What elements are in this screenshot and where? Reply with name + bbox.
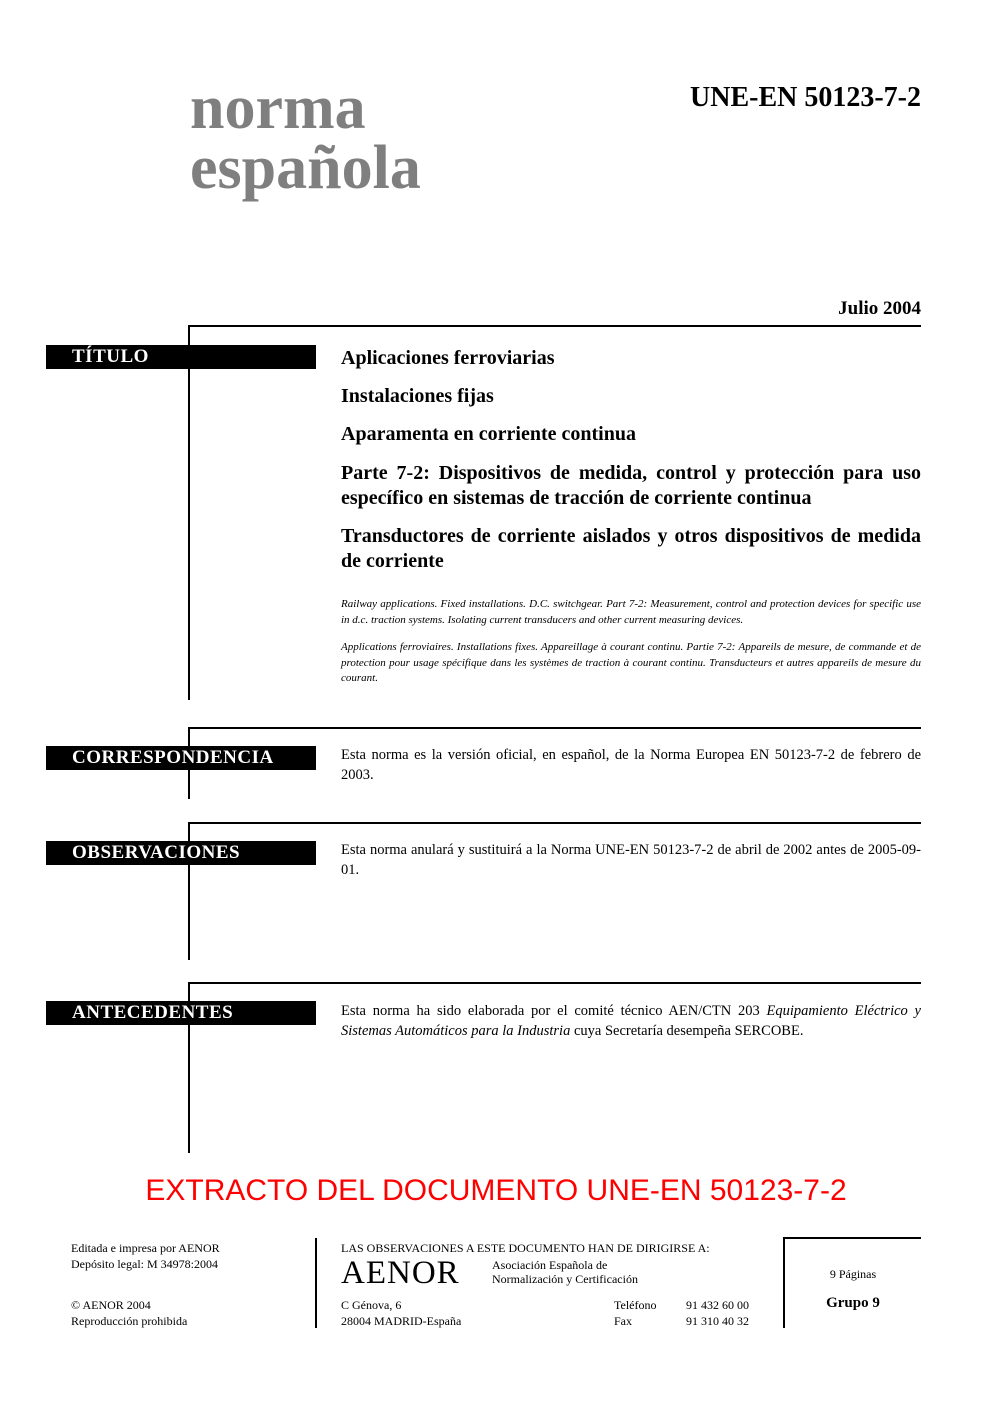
contact-labels: Teléfono Fax	[614, 1298, 657, 1328]
brand-title	[190, 74, 421, 202]
address: C Génova, 6 28004 MADRID-España	[341, 1298, 462, 1328]
extract-watermark: EXTRACTO DEL DOCUMENTO UNE-EN 50123-7-2	[145, 1174, 847, 1207]
title-line: Parte 7-2: Dispositivos de medida, control y protección para uso específico en sistemas de tracción de corriente continua	[341, 462, 921, 509]
copyright-info: © AENOR 2004 Reproducción prohibida	[71, 1298, 188, 1328]
title-line: Instalaciones fijas	[341, 385, 494, 407]
brand-line-2: española	[190, 134, 421, 202]
observaciones-text: Esta norma anulará y sustituirá a la Norma UNE-EN 50123-7-2 de abril de 2002 antes de 2005-09-01.	[341, 842, 921, 878]
divider	[783, 1237, 785, 1328]
publication-date: Julio 2004	[838, 298, 921, 319]
section-label-correspondencia: CORRESPONDENCIA	[46, 746, 316, 770]
association-name: Asociación Española de Normalización y Certificación	[492, 1258, 638, 1286]
english-title: Railway applications. Fixed installations. D.C. switchgear. Part 7-2: Measurement, control and protection devices for specific use in d.c. traction systems. Isolating current transducers and other current measuring devices.	[341, 598, 921, 626]
title-line: Aparamenta en corriente continua	[341, 423, 636, 445]
divider	[188, 325, 921, 327]
title-line: Aplicaciones ferroviarias	[341, 347, 555, 369]
observations-heading: LAS OBSERVACIONES A ESTE DOCUMENTO HAN DE DIRIGIRSE A:	[341, 1241, 710, 1255]
page-count: 9 Páginas	[829, 1267, 877, 1281]
divider	[188, 822, 921, 824]
standard-code: UNE-EN 50123-7-2	[690, 82, 921, 113]
brand-line-1: norma	[190, 74, 366, 142]
section-label-titulo: TÍTULO	[46, 345, 316, 369]
divider	[784, 1237, 921, 1239]
divider	[188, 982, 921, 984]
publisher-info: Editada e impresa por AENOR Depósito legal: M 34978:2004	[71, 1241, 220, 1271]
correspondencia-text: Esta norma es la versión oficial, en español, de la Norma Europea EN 50123-7-2 de febrero de 2003.	[341, 747, 921, 783]
antecedentes-text: Esta norma ha sido elaborada por el comité técnico AEN/CTN 203 Equipamiento Eléctrico y Sistemas Automáticos para la Industria cuya Secretaría desempeña SERCOBE.	[341, 1003, 921, 1039]
section-label-antecedentes: ANTECEDENTES	[46, 1001, 316, 1025]
price-group: Grupo 9	[826, 1295, 880, 1311]
title-line: Transductores de corriente aislados y otros dispositivos de medida de corriente	[341, 525, 921, 572]
divider	[188, 727, 921, 729]
section-label-observaciones: OBSERVACIONES	[46, 841, 316, 865]
divider	[315, 1238, 317, 1328]
divider	[188, 325, 190, 700]
french-title: Applications ferroviaires. Installations fixes. Appareillage à courant continu. Partie 7-2: Appareils de mesure, de commande et de protection pour usage spécifique dans les systèmes de traction à courant continu. Transducteurs et autres appareils de mesure du courant.	[341, 641, 921, 684]
contact-numbers: 91 432 60 00 91 310 40 32	[686, 1298, 749, 1328]
aenor-logo: AENOR	[341, 1255, 460, 1291]
